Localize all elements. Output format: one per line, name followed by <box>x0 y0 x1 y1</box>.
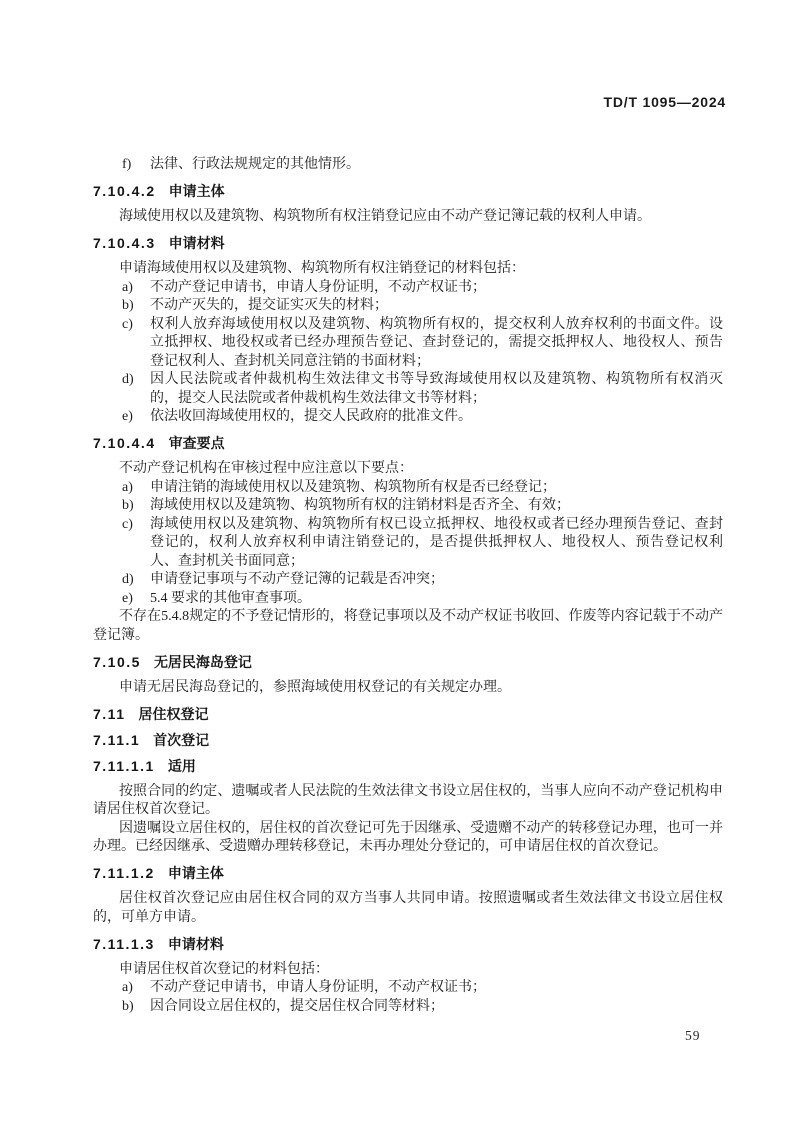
page-content <box>93 156 723 1016</box>
list-item <box>93 979 723 998</box>
section-heading-7-10-4-4 <box>93 434 723 453</box>
list-item-text: 海域使用权以及建筑物、构筑物所有权已设立抵押权、地役权或者已经办理预告登记、查封登记的，权利人放弃权利申请注销登记的，是否提供抵押权人、地役权人、预告登记权利人、查封机关书面同意； <box>150 516 723 569</box>
list-item-text: 不动产灭失的，提交证实灭失的材料； <box>150 298 388 313</box>
section-number: 7.10.4.4 <box>93 435 156 451</box>
list-item-label: f) <box>122 157 132 172</box>
list-item-text: 不动产登记申请书，申请人身份证明，不动产权证书； <box>150 279 486 295</box>
section-title: 申请主体 <box>167 865 224 881</box>
paragraph: 申请无居民海岛登记的，参照海域使用权登记的有关规定办理。 <box>119 679 511 695</box>
list-item-text: 5.4 要求的其他审查事项。 <box>150 590 311 606</box>
section-title: 首次登记 <box>153 731 210 748</box>
list-item-text: 申请注销的海域使用权以及建筑物、构筑物所有权是否已经登记； <box>150 479 556 495</box>
list-item-label: b) <box>122 998 134 1014</box>
list-item <box>93 297 723 316</box>
section-title: 申请主体 <box>168 183 225 199</box>
list-item-label: e) <box>122 409 133 424</box>
section-number: 7.11.1 <box>93 731 141 748</box>
section-title: 无居民海岛登记 <box>153 653 252 670</box>
list-item-label: a) <box>122 479 133 495</box>
paragraph: 不存在5.4.8规定的不予登记情形的，将登记事项以及不动产权证书收回、作废等内容记载于不动产登记簿。 <box>93 609 723 643</box>
section-title: 居住权登记 <box>138 705 209 722</box>
list-item-text: 法律、行政法规规定的其他情形。 <box>150 157 360 172</box>
list-item-label: a) <box>122 980 133 995</box>
paragraph: 海域使用权以及建筑物、构筑物所有权注销登记应由不动产登记簿记载的权利人申请。 <box>119 209 651 224</box>
list-item <box>93 590 723 609</box>
section-heading-7-11-1 <box>93 731 723 750</box>
section-heading-7-11-1-1 <box>93 757 723 776</box>
paragraph: 申请居住权首次登记的材料包括： <box>119 961 329 977</box>
list-item <box>93 408 723 427</box>
list-item-text: 海域使用权以及建筑物、构筑物所有权的注销材料是否齐全、有效； <box>150 498 570 513</box>
list-item-label: d) <box>122 372 134 387</box>
section-title: 申请材料 <box>168 235 225 251</box>
section-heading-7-11-1-2 <box>93 864 723 883</box>
section-number: 7.11.1.2 <box>93 865 155 881</box>
paragraph: 申请海域使用权以及建筑物、构筑物所有权注销登记的材料包括： <box>119 261 525 276</box>
section-number: 7.10.4.3 <box>93 235 156 251</box>
list-item-label: b) <box>122 298 134 313</box>
list-item <box>93 571 723 590</box>
section-heading-7-11-1-3 <box>93 935 723 954</box>
list-item-label: a) <box>122 279 133 295</box>
list-item-label: c) <box>122 516 133 532</box>
section-number: 7.11.1.1 <box>93 757 155 774</box>
list-item-label: c) <box>122 316 133 332</box>
list-item-text: 申请登记事项与不动产登记簿的记载是否冲突； <box>150 572 444 587</box>
list-item <box>93 279 723 298</box>
list-item <box>93 479 723 498</box>
section-heading-7-10-4-2 <box>93 182 723 201</box>
list-item <box>93 516 723 572</box>
list-item-label: d) <box>122 572 134 587</box>
section-number: 7.11.1.3 <box>93 935 155 952</box>
list-item <box>93 156 723 175</box>
doc-code-header: TD/T 1095—2024 <box>603 94 726 110</box>
section-heading-7-10-4-3 <box>93 234 723 253</box>
paragraph: 不动产登记机构在审核过程中应注意以下要点： <box>119 461 413 476</box>
list-item-text: 权利人放弃海域使用权以及建筑物、构筑物所有权的，提交权利人放弃权利的书面文件。设立抵押权、地役权或者已经办理预告登记、查封登记的，需提交抵押权人、地役权人、预告登记权利人、查封机关同意注销的书面材料； <box>150 316 723 369</box>
section-heading-7-11 <box>93 705 723 724</box>
paragraph: 因遗嘱设立居住权的，居住权的首次登记可先于因继承、受遗赠不动产的转移登记办理，也可一并办理。已经因继承、受遗赠办理转移登记，未再办理处分登记的，可申请居住权的首次登记。 <box>93 820 723 854</box>
section-heading-7-10-5 <box>93 653 723 672</box>
list-item <box>93 371 723 408</box>
list-item <box>93 998 723 1017</box>
section-title: 申请材料 <box>167 935 224 952</box>
list-item-text: 依法收回海域使用权的，提交人民政府的批准文件。 <box>150 409 472 424</box>
paragraph: 按照合同的约定、遗嘱或者人民法院的生效法律文书设立居住权的，当事人应向不动产登记机构申请居住权首次登记。 <box>93 783 723 817</box>
section-number: 7.10.5 <box>93 653 141 670</box>
list-item-label: b) <box>122 498 134 513</box>
section-number: 7.10.4.2 <box>93 183 156 199</box>
section-title: 适用 <box>167 757 196 774</box>
section-title: 审查要点 <box>168 435 225 451</box>
section-number: 7.11 <box>93 705 126 722</box>
paragraph: 居住权首次登记应由居住权合同的双方当事人共同申请。按照遗嘱或者生效法律文书设立居住权的，可单方申请。 <box>93 891 723 925</box>
page-number: 59 <box>685 1028 701 1043</box>
list-item-label: e) <box>122 590 133 606</box>
list-item-text: 因人民法院或者仲裁机构生效法律文书等导致海域使用权以及建筑物、构筑物所有权消灭的，提交人民法院或者仲裁机构生效法律文书等材料； <box>150 372 723 406</box>
list-item-text: 不动产登记申请书，申请人身份证明，不动产权证书； <box>150 980 486 995</box>
list-item <box>93 497 723 516</box>
list-item <box>93 316 723 372</box>
list-item-text: 因合同设立居住权的，提交居住权合同等材料； <box>150 998 444 1014</box>
